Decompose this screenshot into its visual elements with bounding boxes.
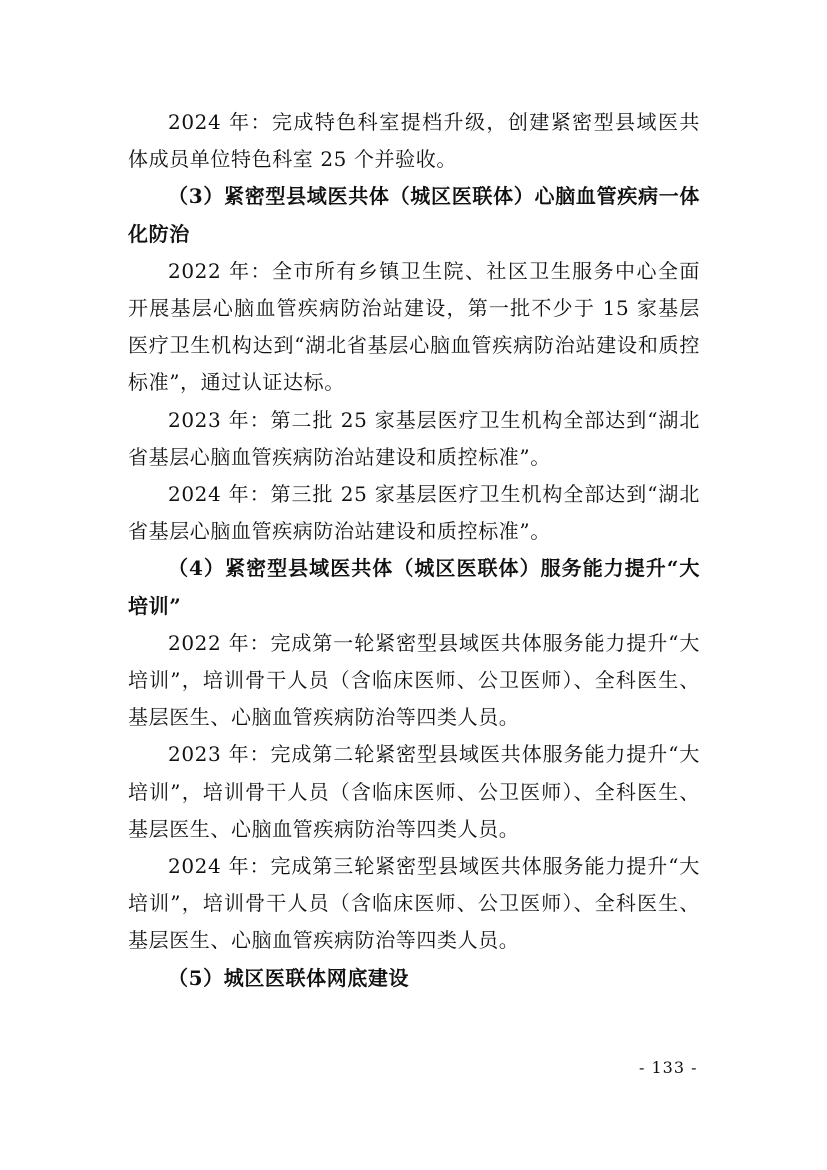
paragraph-2024-training: 2024 年：完成第三轮紧密型县域医共体服务能力提升“大培训”，培训骨干人员（含临床医师、公卫医师）、全科医生、基层医生、心脑血管疾病防治等四类人员。 (128, 854, 700, 953)
paragraph-2022-cardio-stations: 2022 年：全市所有乡镇卫生院、社区卫生服务中心全面开展基层心脑血管疾病防治站建设，第一批不少于 15 家基层医疗卫生机构达到“湖北省基层心脑血管疾病防治站建设和质控标准”，通过认证达标。 (128, 258, 700, 395)
section-heading-4: （4）紧密型县域医共体（城区医联体）服务能力提升“大培训” (128, 556, 700, 618)
section-heading-3: （3）紧密型县域医共体（城区医联体）心脑血管疾病一体化防治 (128, 184, 700, 246)
paragraph-2023-cardio-stations: 2023 年：第二批 25 家基层医疗卫生机构全部达到“湖北省基层心脑血管疾病防治站建设和质控标准”。 (128, 407, 700, 469)
paragraph-2024-specialty-departments: 2024 年：完成特色科室提档升级，创建紧密型县域医共体成员单位特色科室 25 个并验收。 (128, 110, 700, 172)
section-heading-5: （5）城区医联体网底建设 (168, 965, 410, 990)
paragraph-2023-training: 2023 年：完成第二轮紧密型县域医共体服务能力提升“大培训”，培训骨干人员（含临床医师、公卫医师）、全科医生、基层医生、心脑血管疾病防治等四类人员。 (128, 742, 700, 841)
document-page (128, 104, 700, 997)
page-number: - 133 - (639, 1058, 698, 1077)
paragraph-2024-cardio-stations: 2024 年：第三批 25 家基层医疗卫生机构全部达到“湖北省基层心脑血管疾病防治站建设和质控标准”。 (128, 482, 700, 544)
paragraph-2022-training: 2022 年：完成第一轮紧密型县域医共体服务能力提升“大培训”，培训骨干人员（含临床医师、公卫医师）、全科医生、基层医生、心脑血管疾病防治等四类人员。 (128, 630, 700, 730)
